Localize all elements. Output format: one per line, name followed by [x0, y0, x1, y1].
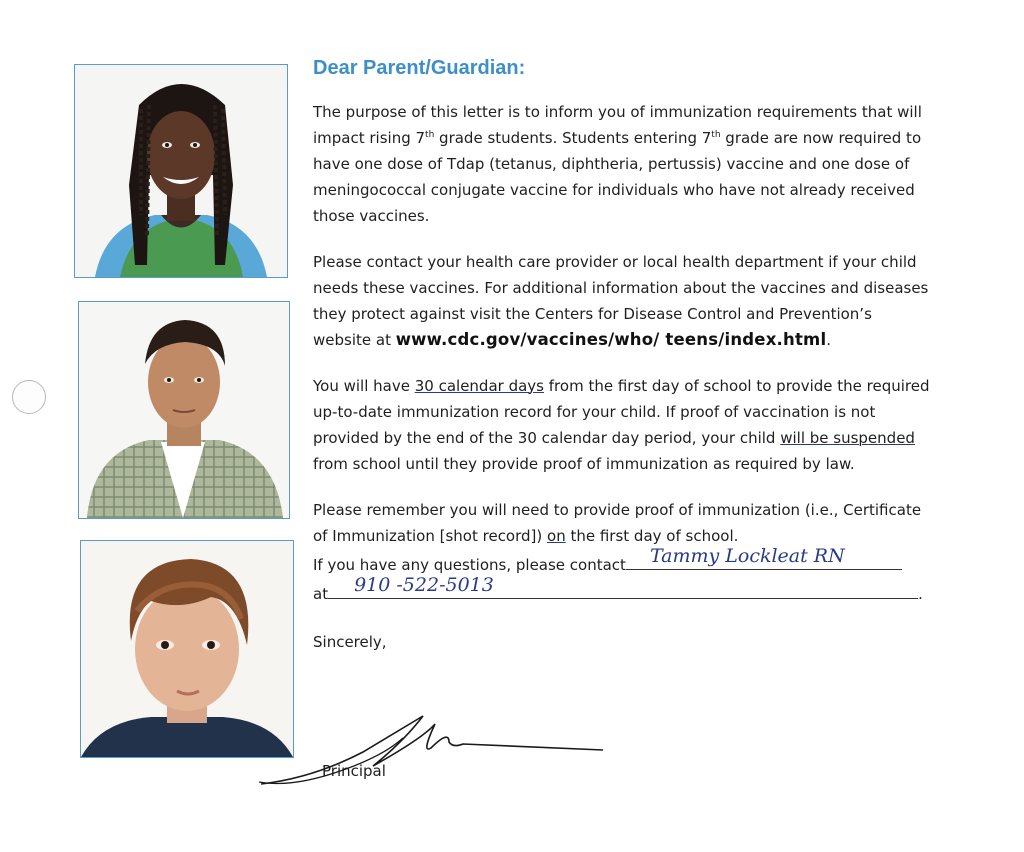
deadline-underlined: 30 calendar days [414, 377, 544, 395]
phone-handwritten: 910 -522-5013 [354, 574, 494, 596]
contact-name-handwritten: Tammy Lockleat RN [649, 545, 845, 567]
suspension-underlined: will be suspended [780, 429, 915, 447]
paragraph-proof [313, 497, 933, 607]
phone-field[interactable] [328, 574, 918, 599]
closing: Sincerely, [313, 633, 387, 651]
p1-text-a: The purpose of this letter is to inform you of immunization requirements that will impact rising 7 [313, 103, 922, 147]
boy-portrait [79, 302, 289, 518]
p1-text-b: grade students. Students entering 7 [434, 129, 712, 147]
p1-sup-2: th [711, 130, 721, 140]
greeting: Dear Parent/Guardian: [313, 57, 526, 79]
paragraph-deadline [313, 373, 933, 477]
on-underlined: on [547, 527, 566, 545]
p3-text-c: from school until they provide proof of immunization as required by law. [313, 455, 855, 473]
p4-end: . [918, 585, 923, 603]
paragraph-contact-info [313, 249, 933, 353]
p3-text-b: from the first day of school to provide the required up-to-date immunization record for your child. If proof of vaccination is not provided by the end of the 30 calendar day period, your child [313, 377, 930, 447]
principal-signature [253, 708, 613, 792]
girl-portrait [75, 65, 287, 277]
student-photo-boy [78, 301, 290, 519]
p1-text-c: grade are now required to have one dose of Tdap (tetanus, diphtheria, pertussis) vaccine and one dose of meningococcal conjugate vaccine for individuals who have not already received those vaccines. [313, 129, 922, 225]
contact-label: If you have any questions, please contact [313, 556, 626, 574]
p2-end: . [826, 331, 832, 349]
cdc-website-link[interactable]: www.cdc.gov/vaccines/who/ teens/index.html [395, 330, 827, 349]
p2-text: Please contact your health care provider or local health department if your child needs these vaccines. For additional information about the vaccines and diseases they protect against visit the Centers for Disease Control and Prevention’s website at [313, 253, 929, 349]
student-photo-girl [74, 64, 288, 278]
p4-text-b: the first day of school. [565, 527, 739, 545]
at-label: at [313, 585, 329, 603]
paragraph-requirements [313, 99, 933, 229]
p4-text-a: Please remember you will need to provide proof of immunization (i.e., Certificate of Immunization [shot record]) [313, 501, 922, 545]
p1-sup-1: th [425, 130, 435, 140]
letter-body [313, 54, 933, 655]
punch-hole [12, 380, 46, 414]
p3-text-a: You will have [313, 377, 415, 395]
contact-name-field[interactable] [626, 545, 902, 570]
signer-title: Principal [322, 762, 386, 780]
